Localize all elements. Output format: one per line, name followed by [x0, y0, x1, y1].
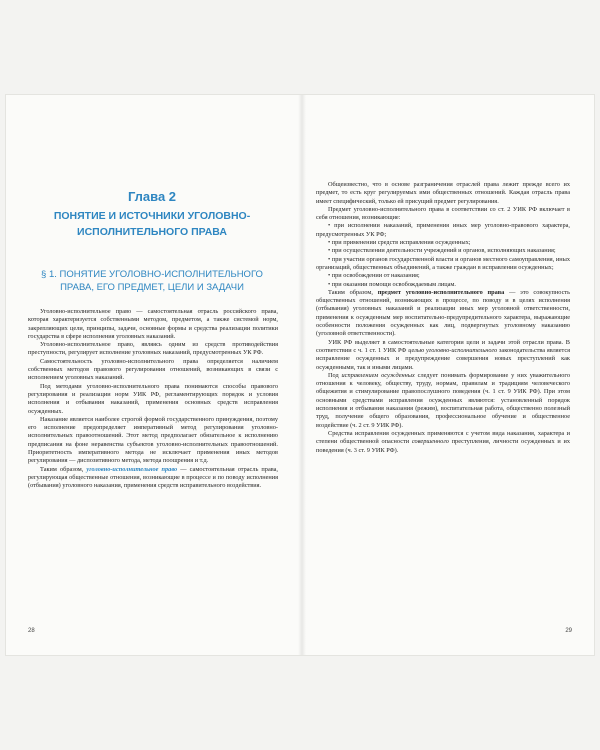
list-item: • при исполнении наказаний, применения иных мер уголовно-правового характера, предусмотренных УК РФ;	[316, 222, 570, 238]
list-item: • при освобождении от наказания;	[328, 272, 420, 280]
page-number: 29	[565, 628, 572, 634]
paragraph: Уголовно-исполнительное право, являясь одним из средств противодействия преступности, регулирует исполнение уголовных наказаний, предусмотренных УК РФ.	[28, 341, 278, 357]
left-page	[6, 95, 298, 655]
section-title: § 1. ПОНЯТИЕ УГОЛОВНО-ИСПОЛНИТЕЛЬНОГО ПРАВА, ЕГО ПРЕДМЕТ, ЦЕЛИ И ЗАДАЧИ	[41, 269, 263, 293]
chapter-title: ПОНЯТИЕ И ИСТОЧНИКИ УГОЛОВНО-ИСПОЛНИТЕЛЬНОГО ПРАВА	[53, 210, 251, 238]
page-number: 28	[28, 628, 35, 634]
defined-term: уголовно-исполнительное право	[86, 465, 178, 473]
paragraph: Наказание является наиболее строгой формой государственного принуждения, поэтому его исполнение предопределяет императивный метод регулирования уголовно-исполнительных правоотношений. Этот метод предполагает обязательное к исполнению предписания на фоне неравенства субъектов уголовно-исполнительных правоотношений. Приоритетность императивного метода не исключает применения иных методов регулирования — диспозитивного метода, метода поощрения и т.д.	[28, 415, 278, 465]
list-item: • при осуществлении деятельности учреждений и органов, исполняющих наказания;	[328, 247, 556, 255]
list-item: • при применении средств исправления осужденных;	[328, 239, 471, 247]
left-body-text	[28, 308, 278, 491]
paragraph: УИК РФ выделяет в самостоятельные категории цели и задачи этой отрасли права. В соответствии с ч. 1 ст. 1 УИК РФ целью уголовно-исполнительного законодательства является исправление осужденных и предупреждение совершения новых преступлений как осужденными, так и иными лицами.	[316, 338, 571, 371]
paragraph: Общеизвестно, что в основе разграничения отраслей права лежит прежде всего их предмет, то есть круг регулируемых ими общественных отношений. Каждая отрасль права имеет специфический, только ей присущий предмет регулирования.	[316, 181, 570, 205]
definition-paragraph: Таким образом, уголовно-исполнительное право — самостоятельная отрасль права, регулирующая общественные отношения, возникающие в процессе и по поводу исполнения (отбывания) уголовного наказания, применения средств исправительного воздействия.	[28, 465, 278, 490]
paragraph: Предмет уголовно-исполнительного права в соответствии со ст. 2 УИК РФ включает в себя отношения, возникающие:	[316, 205, 570, 222]
right-body-text	[316, 181, 570, 455]
list-item: • при оказании помощи освобождаемым лицам.	[328, 280, 456, 288]
book-spread	[6, 95, 594, 655]
paragraph: Уголовно-исполнительное право — самостоятельная отрасль российского права, которая характеризуется собственными методом, предметом, а также системой норм, закрепляющих цели, принципы, задачи, основные формы и средства реализации политики государства в сфере исполнения уголовных наказаний.	[28, 308, 278, 340]
list-item: • при участии органов государственной власти и органов местного самоуправления, иных организаций, общественных объединений, а также граждан в исправлении осужденных;	[316, 255, 570, 271]
paragraph: Под исправлением осужденных следует понимать формирование у них уважительного отношения к человеку, обществу, труду, нормам, правилам и традициям человеческого общежития и стимулирование правопослушного поведения (ч. 1 ст. 9 УИК РФ). При этом основными средствами исправления осужденных являются: установленный порядок исполнения и отбывания наказания (режим), воспитательная работа, общественно полезный труд, получение общего образования, профессиональное обучение и общественное воздействие (ч. 2 ст. 9 УИК РФ).	[316, 371, 570, 429]
paragraph: Самостоятельность уголовно-исполнительного права определяется наличием собственных методов правового регулирования отношений, возникающих в связи с исполнением уголовных наказаний.	[28, 357, 278, 382]
right-page	[302, 95, 594, 655]
paragraph: Под методами уголовно-исполнительного права понимаются способы правового регулирования и реализации норм УИК РФ, регламентирующих порядок и условия исполнения и отбывания наказаний, применения основных средств исправления осужденных.	[28, 382, 278, 415]
chapter-label: Глава 2	[127, 189, 177, 204]
paragraph: Средства исправления осужденных применяются с учетом вида наказания, характера и степени общественной опасности совершенного преступления, личности осужденных и их поведения (ч. 3 ст. 9 УИК РФ).	[316, 429, 571, 454]
defined-term: предмет уголовно-исполнительного права	[377, 288, 505, 296]
definition-paragraph: Таким образом, предмет уголовно-исполнительного права — это совокупность общественных отношений, возникающих в процессе, по поводу и в целях исполнения (отбывания) уголовных наказаний и реализации иных мер уголовной ответственности, применения к осужденным мер воспитательно-предупредительного характера, выражающие особенности положения осужденных как лиц, подвергнутых уголовному наказанию (уголовной ответственности).	[316, 288, 571, 338]
